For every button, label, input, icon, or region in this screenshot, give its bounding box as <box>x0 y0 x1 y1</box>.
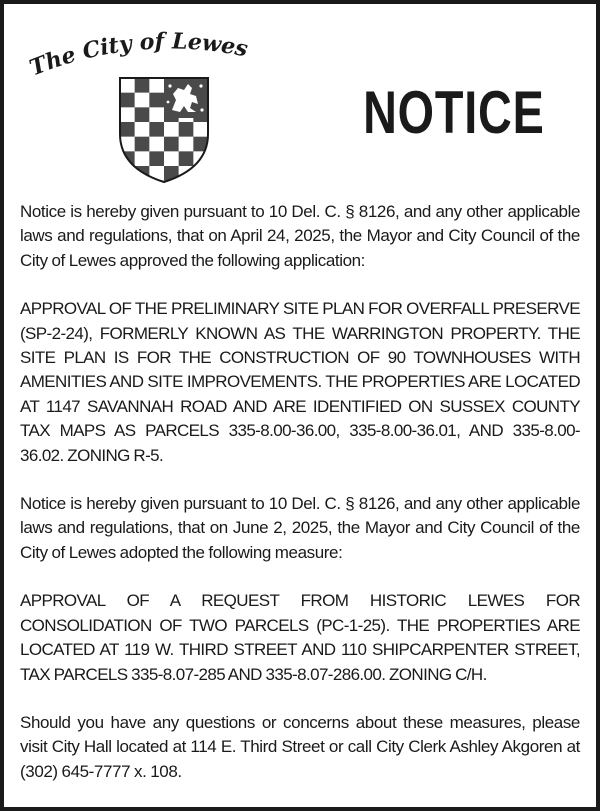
crest-check <box>135 122 150 137</box>
crest-check <box>120 122 135 137</box>
crest-check <box>179 181 194 184</box>
crest-check <box>120 93 135 108</box>
crest-check <box>135 151 150 166</box>
notice-paragraph-april: Notice is hereby given pursuant to 10 Del. C. § 8126, and any other applicable laws and regulations, that on April 24, 2025, the Mayor and City Council of the City of Lewes approved the following application: <box>20 202 580 270</box>
crest-check <box>149 151 164 166</box>
notice-header <box>0 0 600 195</box>
crest-check <box>179 137 194 152</box>
city-crest-icon <box>118 76 210 184</box>
crest-check <box>120 166 135 181</box>
crest-check <box>164 122 179 137</box>
crest-check <box>120 181 135 184</box>
crest-check <box>164 151 179 166</box>
crest-check <box>120 78 135 93</box>
crest-check <box>135 93 150 108</box>
crest-check <box>149 93 164 108</box>
crest-check <box>135 181 150 184</box>
notice-paragraph-june: Notice is hereby given pursuant to 10 Del. C. § 8126, and any other applicable laws and regulations, that on June 2, 2025, the Mayor and City Council of the City of Lewes adopted the following measure: <box>20 494 580 562</box>
crest-check <box>135 78 150 93</box>
crest-check <box>135 107 150 122</box>
consolidation-measure: APPROVAL OF A REQUEST FROM HISTORIC LEWES FOR CONSOLIDATION OF TWO PARCELS (PC-1-25). THE PROPERTIES ARE LOCATED AT 119 W. THIRD STREET AND 110 SHIPCARPENTER STREET, TAX PARCELS 335-8.07-285 AND 335-8.07-286.00. ZONING C/H. <box>20 591 580 684</box>
crest-check <box>149 137 164 152</box>
contact-paragraph: Should you have any questions or concerns about these measures, please visit City Hall located at 114 E. Third Street or call City Clerk Ashley Akgoren at (302) 645-7777 x. 108. <box>20 712 580 781</box>
notice-body <box>20 200 580 808</box>
crest-check <box>149 78 164 93</box>
crest-check <box>193 181 208 184</box>
crest-check <box>193 122 208 137</box>
crest-check <box>120 107 135 122</box>
crest-check <box>149 122 164 137</box>
site-plan-application: APPROVAL OF THE PRELIMINARY SITE PLAN FOR OVERFALL PRESERVE (SP-2-24), FORMERLY KNOWN AS THE WARRINGTON PROPERTY. THE SITE PLAN IS FOR THE CONSTRUCTION OF 90 TOWNHOUSES WITH AMENITIES AND SITE IMPROVEMENTS. THE PROPERTIES ARE LOCATED AT 1147 SAVANNAH ROAD AND ARE IDENTIFIED ON SUSSEX COUNTY TAX MAPS AS PARCELS 335-8.00-36.00, 335-8.00-36.01, AND 335-8.00-36.02. ZONING R-5. <box>20 299 580 465</box>
crest-check <box>164 137 179 152</box>
crest-check <box>193 166 208 181</box>
lion-icon <box>164 78 208 118</box>
crest-check <box>149 107 164 122</box>
crest-check <box>179 122 194 137</box>
notice-title: NOTICE <box>363 79 545 146</box>
crest-check <box>135 137 150 152</box>
city-name-text: The City of Lewes <box>26 28 251 82</box>
crest-check <box>179 151 194 166</box>
